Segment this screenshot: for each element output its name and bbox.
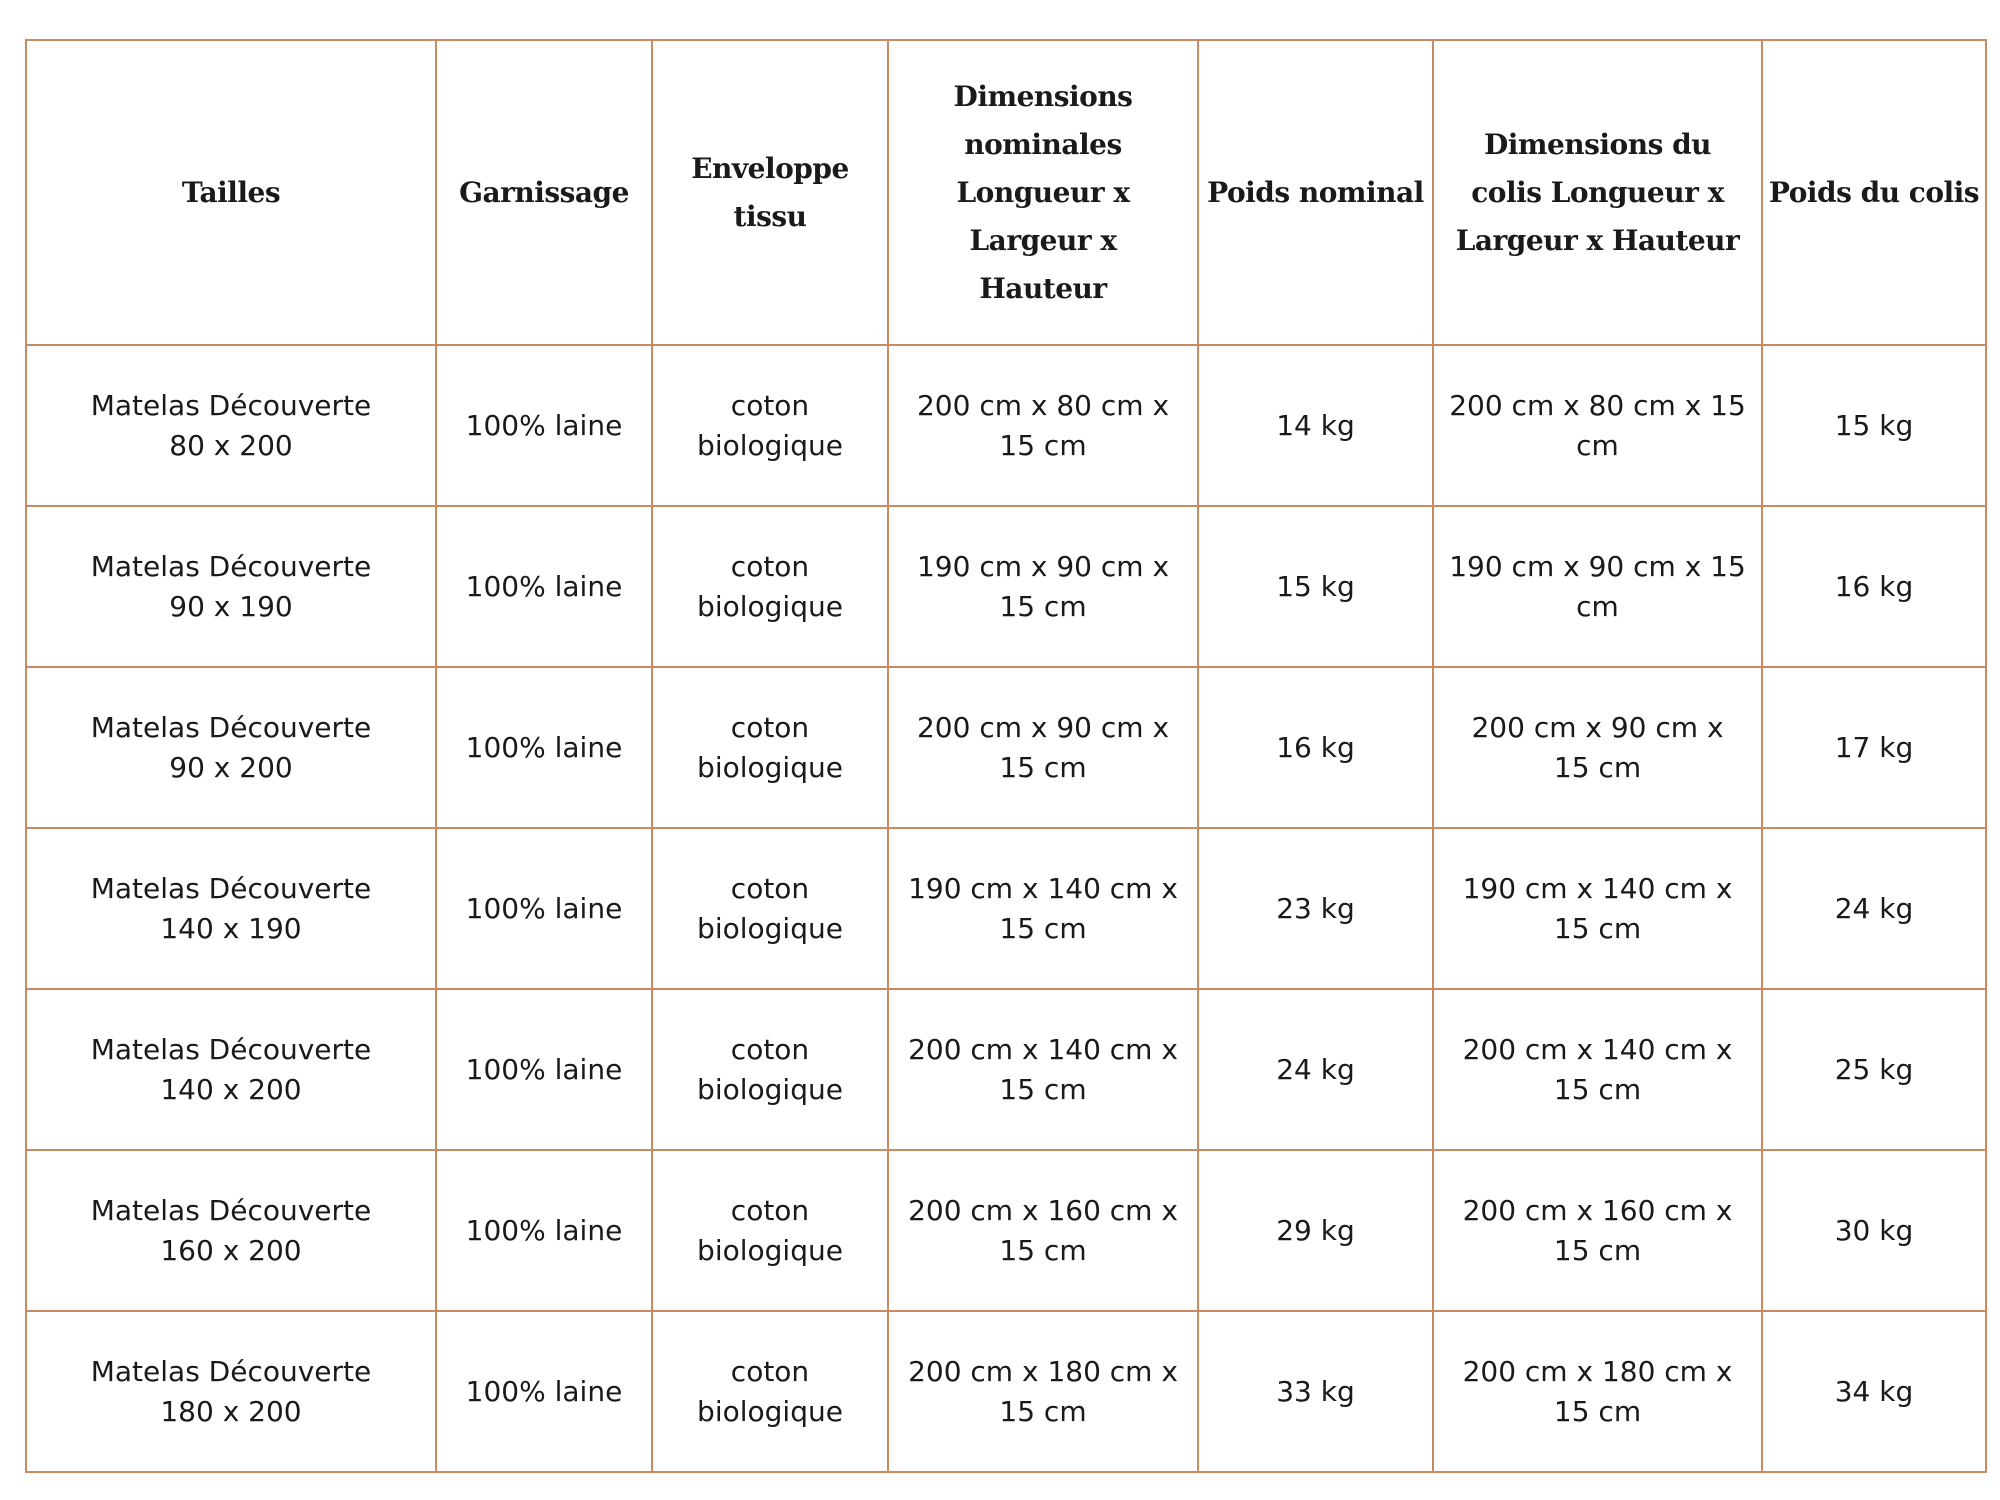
dim-colis-line-1: 200 cm x 80 cm x 15 [1449, 388, 1746, 422]
enveloppe-line-2: biologique [697, 911, 843, 945]
dim-nominales-line-2: 15 cm [999, 750, 1087, 784]
cell-taille [26, 1150, 436, 1311]
cell-garnissage: 100% laine [436, 345, 652, 506]
mattress-spec-table [25, 39, 1987, 1473]
cell-enveloppe [652, 345, 888, 506]
enveloppe-line-1: coton [730, 549, 810, 583]
dim-nominales-line-1: 200 cm x 80 cm x [916, 388, 1170, 422]
cell-garnissage: 100% laine [436, 506, 652, 667]
cell-dimensions-colis [1433, 345, 1762, 506]
taille-name: Matelas Découverte [90, 1032, 372, 1066]
taille-dimensions: 160 x 200 [160, 1233, 302, 1267]
taille-name: Matelas Découverte [90, 1193, 372, 1227]
cell-garnissage: 100% laine [436, 828, 652, 989]
taille-name: Matelas Découverte [90, 871, 372, 905]
table-row [26, 828, 1986, 989]
cell-poids-colis: 25 kg [1762, 989, 1986, 1150]
dim-colis-line-2: cm [1576, 589, 1619, 623]
cell-taille [26, 828, 436, 989]
cell-garnissage: 100% laine [436, 1150, 652, 1311]
header-row [26, 40, 1986, 345]
dim-colis-line-2: 15 cm [1553, 1233, 1642, 1267]
table-row [26, 989, 1986, 1150]
dim-nominales-line-2: 15 cm [999, 1072, 1087, 1106]
dim-nominales-line-2: 15 cm [999, 428, 1087, 462]
dim-nominales-line-1: 200 cm x 140 cm x [908, 1032, 1178, 1066]
taille-name: Matelas Découverte [90, 388, 372, 422]
enveloppe-line-2: biologique [697, 1394, 843, 1428]
cell-dimensions-colis [1433, 828, 1762, 989]
dim-nominales-line-1: 200 cm x 160 cm x [908, 1193, 1178, 1227]
cell-dimensions-nominales [888, 345, 1198, 506]
dim-colis-line-2: 15 cm [1553, 750, 1642, 784]
mattress-spec-table-container [25, 39, 1985, 1473]
table-row [26, 1311, 1986, 1472]
header-dimensions-colis: Dimensions du colis Longueur x Largeur x Hauteur [1433, 40, 1762, 345]
cell-poids-nominal: 29 kg [1198, 1150, 1433, 1311]
taille-dimensions: 80 x 200 [169, 428, 293, 462]
dim-nominales-line-1: 190 cm x 140 cm x [908, 871, 1178, 905]
enveloppe-line-1: coton [730, 388, 810, 422]
cell-poids-colis: 15 kg [1762, 345, 1986, 506]
cell-enveloppe [652, 506, 888, 667]
dim-nominales-line-1: 200 cm x 180 cm x [908, 1354, 1178, 1388]
cell-poids-colis: 16 kg [1762, 506, 1986, 667]
table-row [26, 506, 1986, 667]
dim-colis-line-2: cm [1576, 428, 1619, 462]
cell-dimensions-colis [1433, 989, 1762, 1150]
dim-nominales-line-1: 200 cm x 90 cm x [916, 710, 1170, 744]
dim-colis-line-1: 200 cm x 180 cm x [1462, 1354, 1733, 1388]
header-poids-nominal: Poids nominal [1198, 40, 1433, 345]
cell-dimensions-colis [1433, 506, 1762, 667]
cell-dimensions-nominales [888, 989, 1198, 1150]
table-row [26, 1150, 1986, 1311]
enveloppe-line-2: biologique [697, 589, 843, 623]
cell-enveloppe [652, 1150, 888, 1311]
cell-enveloppe [652, 667, 888, 828]
cell-garnissage: 100% laine [436, 1311, 652, 1472]
cell-poids-nominal: 23 kg [1198, 828, 1433, 989]
dim-colis-line-1: 190 cm x 140 cm x [1462, 871, 1733, 905]
cell-dimensions-nominales [888, 667, 1198, 828]
cell-poids-nominal: 24 kg [1198, 989, 1433, 1150]
taille-name: Matelas Découverte [90, 710, 372, 744]
cell-poids-nominal: 14 kg [1198, 345, 1433, 506]
dim-nominales-line-2: 15 cm [999, 589, 1087, 623]
cell-dimensions-colis [1433, 1311, 1762, 1472]
cell-garnissage: 100% laine [436, 667, 652, 828]
cell-taille [26, 989, 436, 1150]
cell-taille [26, 506, 436, 667]
enveloppe-line-2: biologique [697, 750, 843, 784]
taille-dimensions: 180 x 200 [160, 1394, 302, 1428]
cell-poids-colis: 34 kg [1762, 1311, 1986, 1472]
enveloppe-line-1: coton [730, 1354, 810, 1388]
taille-dimensions: 140 x 190 [160, 911, 302, 945]
cell-taille [26, 345, 436, 506]
cell-taille [26, 1311, 436, 1472]
cell-poids-colis: 30 kg [1762, 1150, 1986, 1311]
dim-nominales-line-2: 15 cm [999, 911, 1087, 945]
header-enveloppe-tissu: Enveloppe tissu [652, 40, 888, 345]
enveloppe-line-1: coton [730, 871, 810, 905]
dim-colis-line-2: 15 cm [1553, 1394, 1642, 1428]
taille-name: Matelas Découverte [90, 1354, 372, 1388]
dim-colis-line-1: 200 cm x 160 cm x [1462, 1193, 1733, 1227]
cell-garnissage: 100% laine [436, 989, 652, 1150]
dim-colis-line-1: 200 cm x 90 cm x [1471, 710, 1724, 744]
enveloppe-line-2: biologique [697, 1233, 843, 1267]
cell-dimensions-colis [1433, 667, 1762, 828]
enveloppe-line-1: coton [730, 1193, 810, 1227]
header-tailles: Tailles [26, 40, 436, 345]
header-garnissage: Garnissage [436, 40, 652, 345]
taille-name: Matelas Découverte [90, 549, 372, 583]
header-dimensions-nominales: Dimensions nominales Longueur x Largeur x Hauteur [888, 40, 1198, 345]
dim-nominales-line-2: 15 cm [999, 1233, 1087, 1267]
cell-poids-nominal: 33 kg [1198, 1311, 1433, 1472]
cell-enveloppe [652, 828, 888, 989]
dim-colis-line-2: 15 cm [1553, 1072, 1642, 1106]
cell-dimensions-nominales [888, 506, 1198, 667]
taille-dimensions: 90 x 190 [169, 589, 293, 623]
cell-enveloppe [652, 989, 888, 1150]
enveloppe-line-2: biologique [697, 1072, 843, 1106]
table-header [26, 40, 1986, 345]
cell-dimensions-nominales [888, 1150, 1198, 1311]
cell-dimensions-nominales [888, 1311, 1198, 1472]
cell-poids-nominal: 15 kg [1198, 506, 1433, 667]
cell-dimensions-colis [1433, 1150, 1762, 1311]
enveloppe-line-1: coton [730, 710, 810, 744]
dim-colis-line-1: 200 cm x 140 cm x [1462, 1032, 1733, 1066]
enveloppe-line-1: coton [730, 1032, 810, 1066]
cell-poids-nominal: 16 kg [1198, 667, 1433, 828]
dim-colis-line-2: 15 cm [1553, 911, 1642, 945]
dim-nominales-line-2: 15 cm [999, 1394, 1087, 1428]
table-row [26, 667, 1986, 828]
cell-poids-colis: 17 kg [1762, 667, 1986, 828]
table-body [26, 345, 1986, 1472]
enveloppe-line-2: biologique [697, 428, 843, 462]
cell-poids-colis: 24 kg [1762, 828, 1986, 989]
taille-dimensions: 140 x 200 [160, 1072, 302, 1106]
dim-colis-line-1: 190 cm x 90 cm x 15 [1449, 549, 1746, 583]
taille-dimensions: 90 x 200 [169, 750, 293, 784]
cell-taille [26, 667, 436, 828]
cell-dimensions-nominales [888, 828, 1198, 989]
header-poids-colis: Poids du colis [1762, 40, 1986, 345]
cell-enveloppe [652, 1311, 888, 1472]
dim-nominales-line-1: 190 cm x 90 cm x [916, 549, 1170, 583]
table-row [26, 345, 1986, 506]
